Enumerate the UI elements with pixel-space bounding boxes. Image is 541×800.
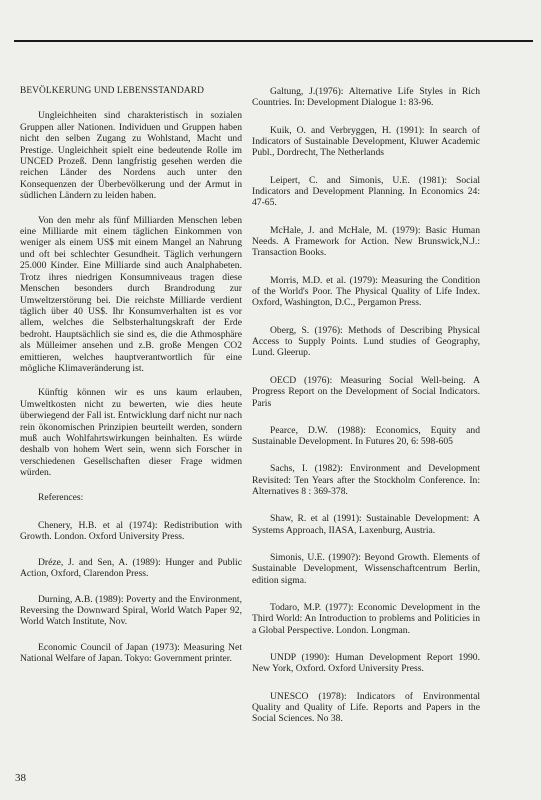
header-rule xyxy=(14,40,533,42)
reference-entry: Durning, A.B. (1989): Poverty and the Environment, Reversing the Downward Spiral, World Watch Paper 92, World Watch Institute, Nov. xyxy=(20,593,242,628)
reference-entry: Pearce, D.W. (1988): Economics, Equity and Sustainable Development. In Futures 20, 6: 598-605 xyxy=(252,424,480,448)
body-paragraph: Von den mehr als fünf Milliarden Menschen leben eine Milliarde mit einem täglichen Einkommen von weniger als einem US$ mit einem Mangel an Nahrung und oft bei schlechter Gesundheit. Täglich verhungern 25.000 Kinder. Eine Milliarde sind auch Analphabeten. Trotz ihres niedrigen Konsumniveaus tragen diese Menschen besonders durch Brandrodung zur Umweltzerstörung bei. Die reichste Milliarde verdient täglich über 40 US$. Ihr Konsumverhalten ist es vor allem, welches die Selbsterhaltungskraft der Erde bedroht. Hauptsächlich sie sind es, die die Athmosphäre als Mülleimer ansehen und z.B. große Mengen CO2 emittieren, welches hauptverantwortlich für eine mögliche Klimaveränderung ist. xyxy=(20,214,242,374)
right-column xyxy=(252,86,480,741)
reference-entry: UNESCO (1978): Indicators of Environmental Quality and Quality of Life. Reports and Papers in the Social Sciences. No 38. xyxy=(252,690,480,725)
reference-entry: Todaro, M.P. (1977): Economic Development in the Third World: An Introduction to problems and Politicies in a Global Perspective. London. Longman. xyxy=(252,601,480,636)
reference-entry: Oberg, S. (1976): Methods of Describing Physical Access to Supply Points. Lund studies of Geography, Lund. Gleerup. xyxy=(252,324,480,359)
references-label: References: xyxy=(38,491,84,503)
reference-entry: Chenery, H.B. et al (1974): Redistribution with Growth. London. Oxford University Press. xyxy=(20,520,242,543)
reference-entry: Leipert, C. and Simonis, U.E. (1981): Social Indicators and Development Planning. In Economics 24: 47-65. xyxy=(252,174,480,209)
section-heading: BEVÖLKERUNG UND LEBENSSTANDARD xyxy=(20,86,205,96)
reference-entry: OECD (1976): Measuring Social Well-being. A Progress Report on the Development of Social Indicators. Paris xyxy=(252,374,480,409)
reference-entry: Kuik, O. and Verbryggen, H. (1991): In search of Indicators of Sustainable Development, Kluwer Academic Publ., Dordrecht, The Netherlands xyxy=(252,124,480,159)
left-column xyxy=(20,86,242,679)
reference-entry: Sachs, I. (1982): Environment and Development Revisited: Ten Years after the Stockholm Conference. In: Alternatives 8 : 369-378. xyxy=(252,463,480,498)
reference-entry: UNDP (1990): Human Development Report 1990. New York, Oxford. Oxford University Press. xyxy=(252,651,480,675)
reference-entry: Economic Council of Japan (1973): Measuring Net National Welfare of Japan. Tokyo: Government printer. xyxy=(20,641,242,665)
page-number: 38 xyxy=(15,772,26,784)
body-paragraph: Künftig können wir es uns kaum erlauben, Umweltkosten nicht zu bewerten, wie dies heute überwiegend der Fall ist. Entwicklung darf nicht nur nach rein ökonomischen Prinzipien beurteilt werden, sondern muß auch Wohlfahrtswirkungen beinhalten. Es würde deshalb von hohem Wert sein, wenn sich Forscher in verschiedenen Gesellschaften dieser Frage widmen würden. xyxy=(20,387,242,479)
reference-entry: Dréze, J. and Sen, A. (1989): Hunger and Public Action, Oxford, Clarendon Press. xyxy=(20,556,242,580)
reference-entry: Simonis, U.E. (1990?): Beyond Growth. Elements of Sustainable Development, Wissenschaftcentrum Berlin, edition sigma. xyxy=(252,551,480,586)
body-paragraph: Ungleichheiten sind charakteristisch in sozialen Gruppen aller Nationen. Individuen und Gruppen haben nicht den selben Zugang zu Wohlstand, Macht und Prestige. Ungleichheit spielt eine bedeutende Rolle im UNCED Prozeß. Denn langfristig gesehen werden die reichen Länder des Nordens auch unter den Konsequenzen der Überbevölkerung und der Armut in südlichen Ländern zu leiden haben. xyxy=(20,110,242,202)
reference-entry: Galtung, J.(1976): Alternative Life Styles in Rich Countries. In: Development Dialogue 1: 83-96. xyxy=(252,86,480,109)
reference-entry: Shaw, R. et al (1991): Sustainable Development: A Systems Approach, IIASA, Laxenburg, Austria. xyxy=(252,513,480,536)
reference-entry: McHale, J. and McHale, M. (1979): Basic Human Needs. A Framework for Action. New Brunswick,N.J.: Transaction Books. xyxy=(252,224,480,259)
reference-entry: Morris, M.D. et al. (1979): Measuring the Condition of the World's Poor. The Physical Quality of Life Index. Oxford, Washington, D.C., Pergamon Press. xyxy=(252,274,480,309)
